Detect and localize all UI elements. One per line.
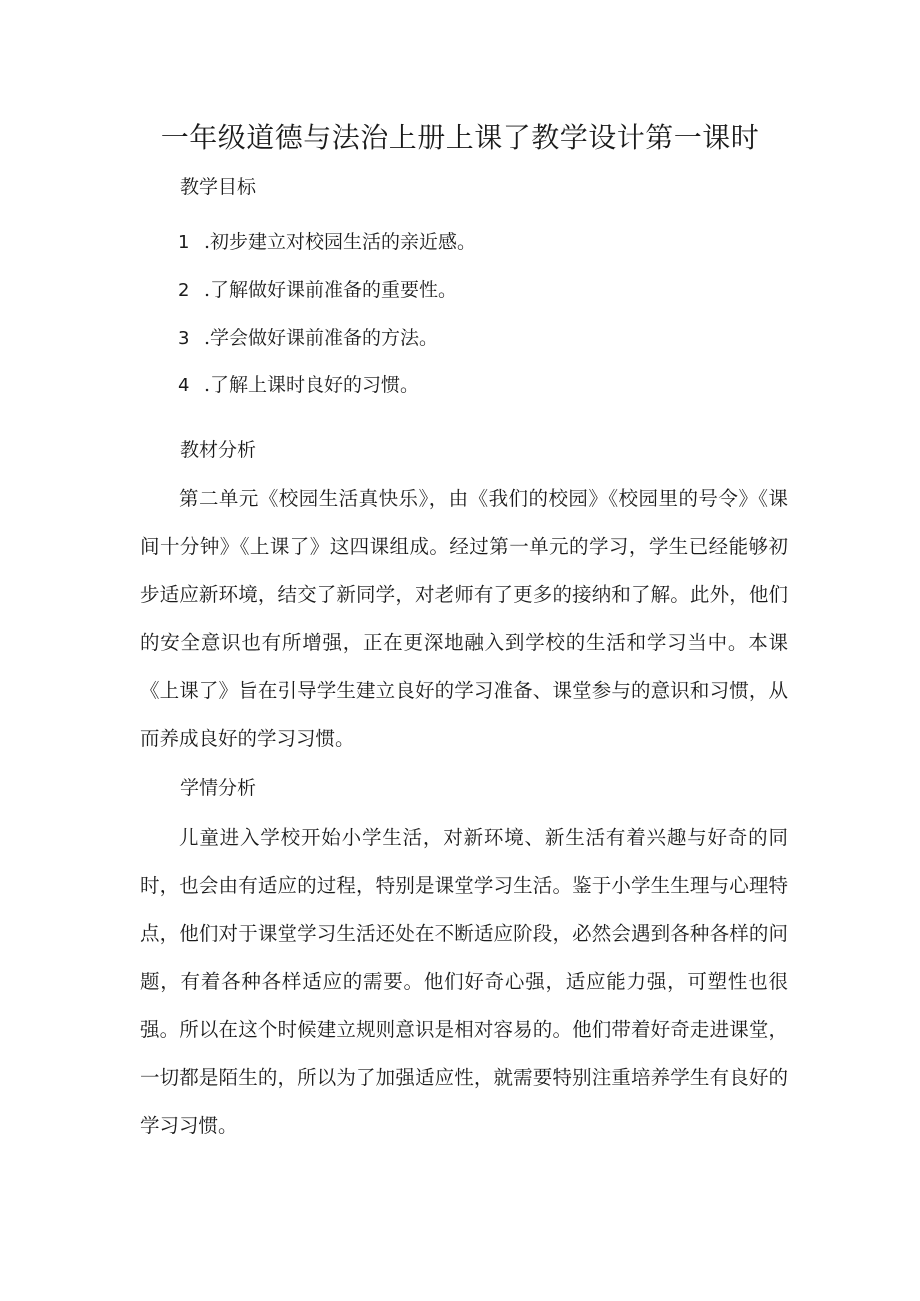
material-heading: 教材分析 — [180, 439, 257, 461]
students-heading: 学情分析 — [180, 777, 257, 799]
goal-item — [178, 228, 476, 257]
goal-item — [178, 371, 419, 400]
goal-number: 1 — [178, 232, 190, 253]
students-paragraph: 儿童进入学校开始小学生活，对新环境、新生活有着兴趣与好奇的同时，也会由有适应的过程，特别是课堂学习生活。鉴于小学生生理与心理特点，他们对于课堂学习生活还处在不断适应阶段，必然会遇到各种各样的问题，有着各种各样适应的需要。他们好奇心强，适应能力强，可塑性也很强。所以在这个时候建立规则意识是相对容易的。他们带着好奇走进课堂，一切都是陌生的，所以为了加强适应性，就需要特别注重培养学生有良好的学习习惯。 — [140, 826, 788, 1137]
material-paragraph: 第二单元《校园生活真快乐》，由《我们的校园》《校园里的号令》《课间十分钟》《上课了》这四课组成。经过第一单元的学习，学生已经能够初步适应新环境，结交了新同学，对老师有了更多的接纳和了解。此外，他们的安全意识也有所增强，正在更深地融入到学校的生活和学习当中。本课《上课了》旨在引导学生建立良好的学习准备、课堂参与的意识和习惯，从而养成良好的学习习惯。 — [140, 487, 788, 750]
goal-text: .了解做好课前准备的重要性。 — [204, 279, 458, 301]
goal-number: 4 — [178, 375, 190, 396]
goals-heading: 教学目标 — [180, 176, 257, 198]
goal-item — [178, 324, 438, 353]
goal-item — [178, 276, 457, 305]
goal-number: 3 — [178, 328, 190, 349]
goal-number: 2 — [178, 280, 190, 301]
goal-text: .初步建立对校园生活的亲近感。 — [204, 231, 477, 253]
goal-text: .了解上课时良好的习惯。 — [204, 374, 420, 396]
document-title: 一年级道德与法治上册上课了教学设计第一课时 — [160, 121, 760, 154]
goal-text: .学会做好课前准备的方法。 — [204, 327, 439, 349]
